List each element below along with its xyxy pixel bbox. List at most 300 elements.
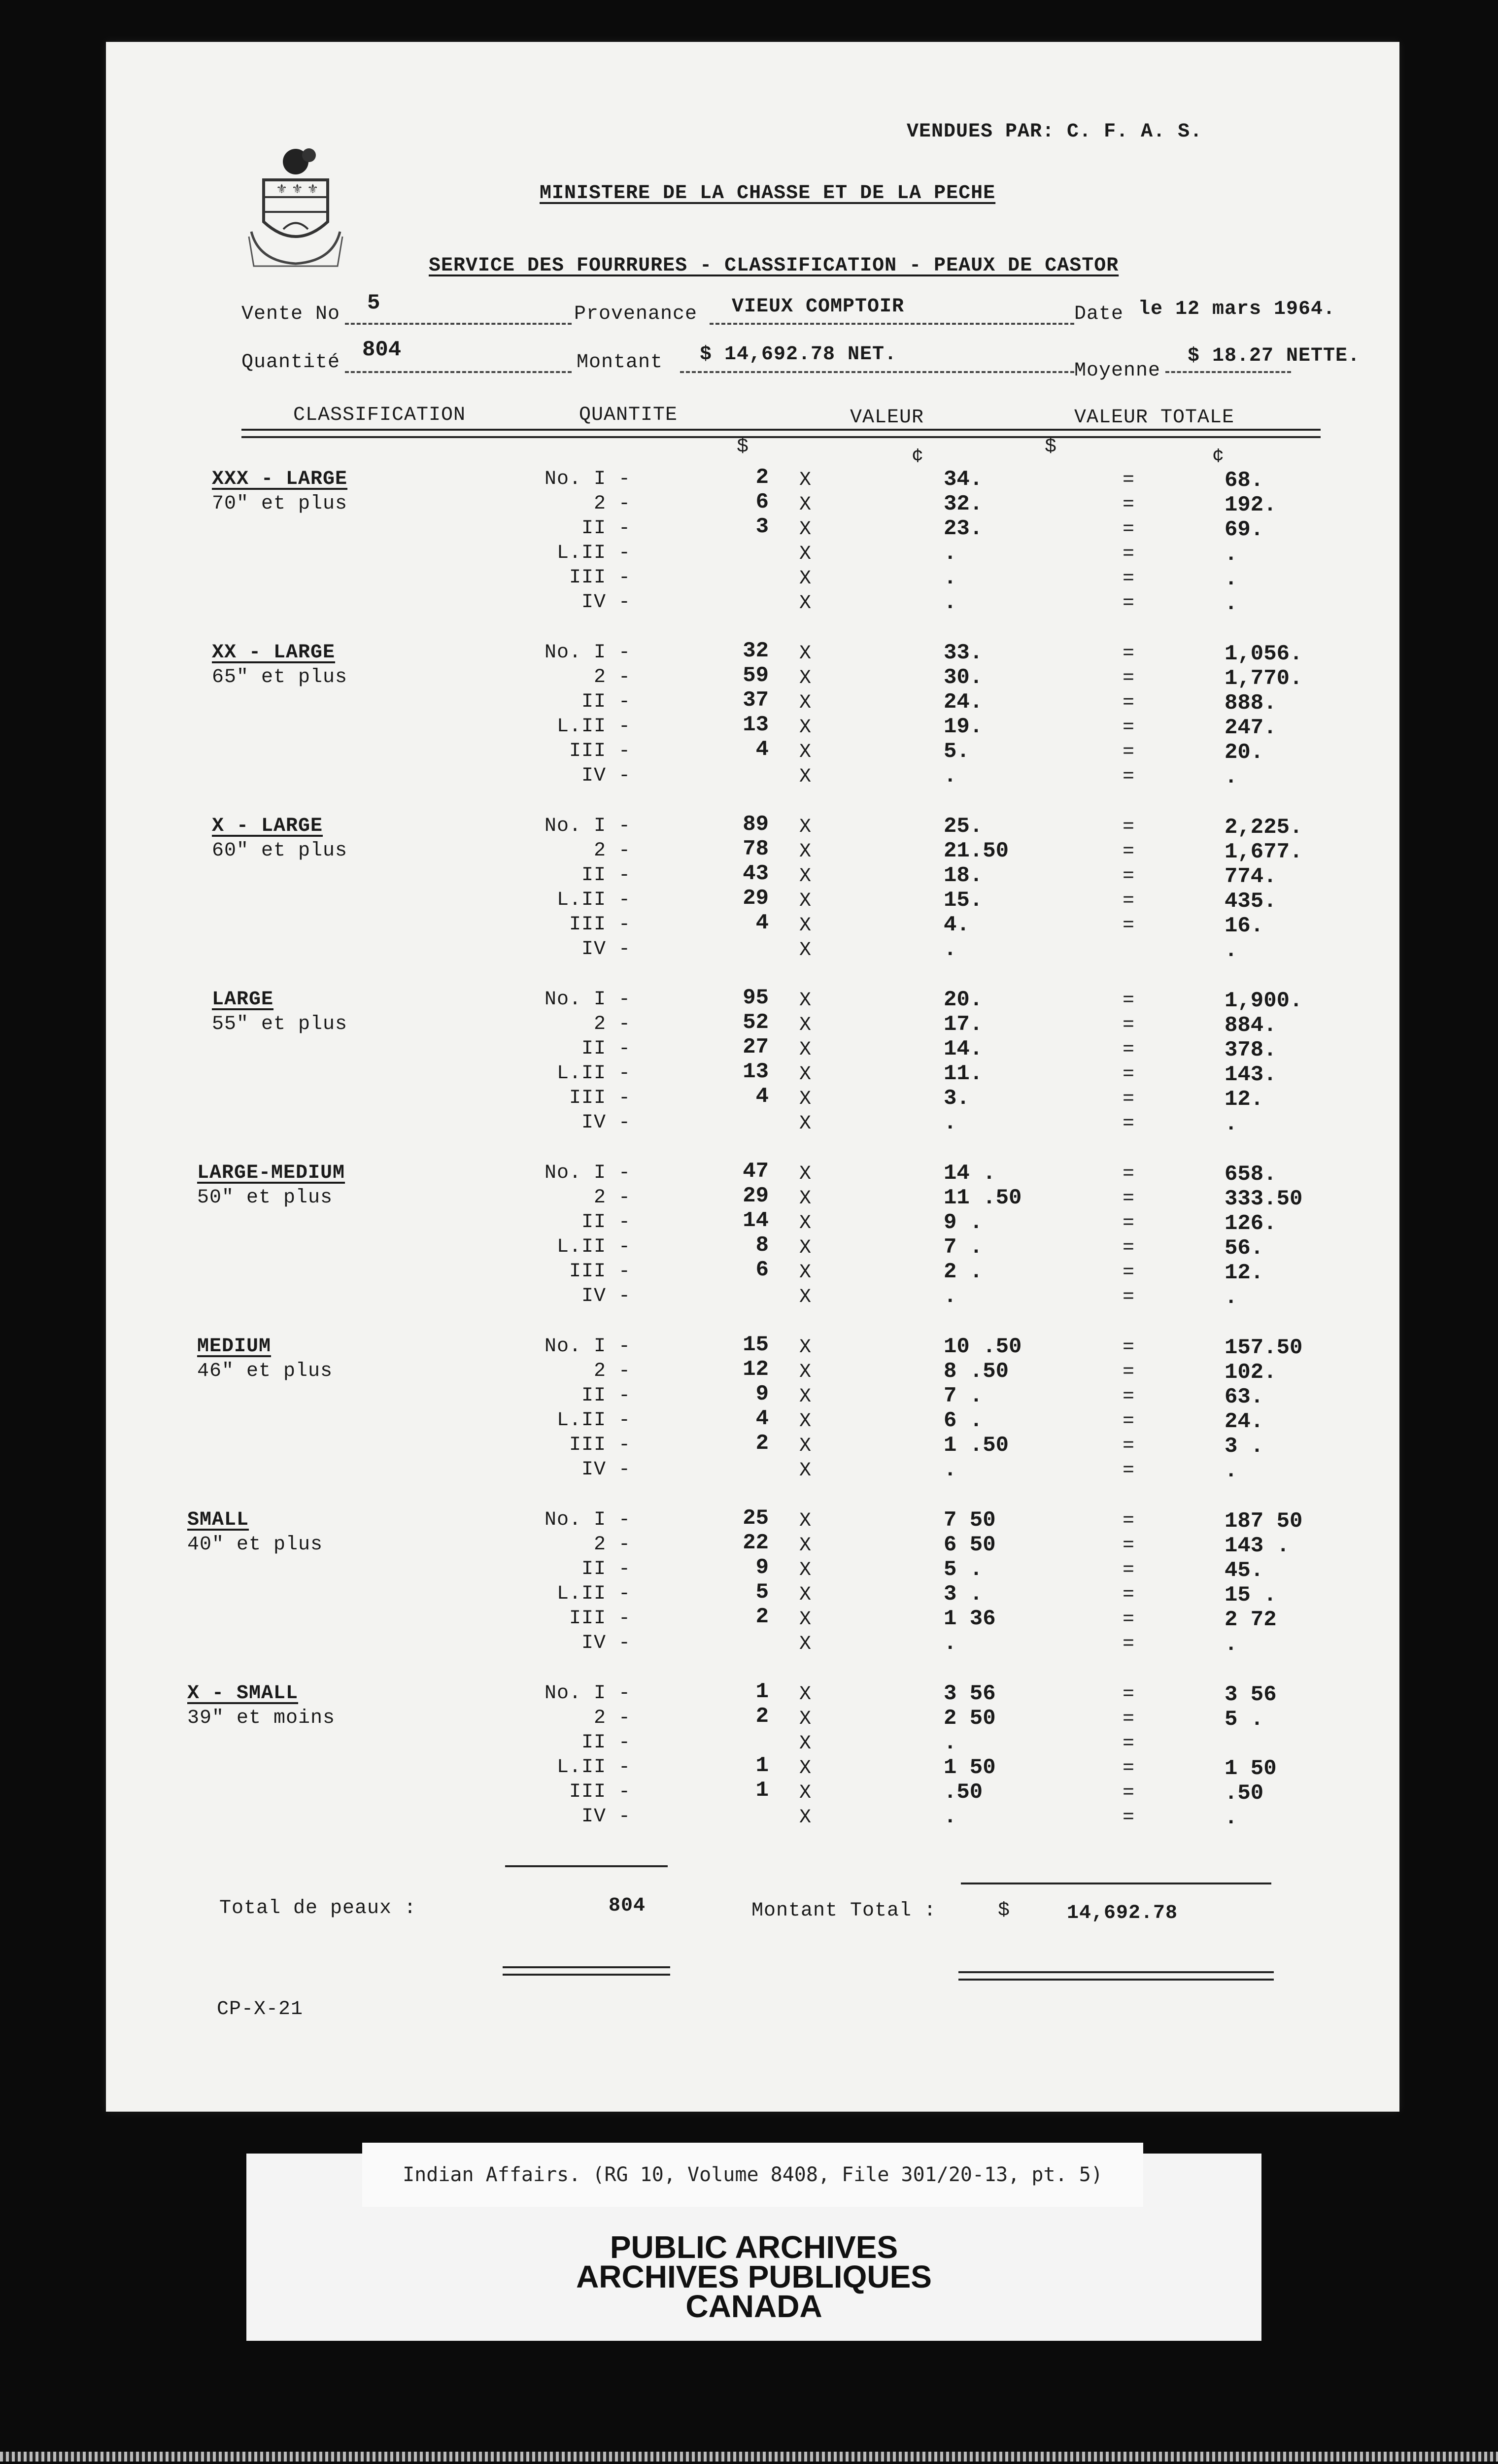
unit-value: 1 .50 — [944, 1433, 1009, 1458]
grade-label: No. I - — [544, 1682, 631, 1705]
multiply-sign: X — [799, 543, 812, 565]
quantity-value: 29 — [743, 1184, 769, 1208]
equals-sign: = — [1123, 890, 1135, 912]
total-value: . — [1225, 1459, 1238, 1483]
archive-stamp — [246, 2218, 1261, 2336]
grade-label: II - — [581, 1558, 631, 1580]
total-rule — [961, 1882, 1271, 1884]
equals-sign: = — [1123, 1510, 1135, 1532]
grade-label: III - — [569, 1781, 631, 1803]
service-title: SERVICE DES FOURRURES - CLASSIFICATION - PEAUX DE CASTOR — [429, 255, 1119, 277]
total-value: 45. — [1225, 1558, 1264, 1583]
unit-value: 5. — [944, 739, 970, 764]
svg-text:⚜ ⚜ ⚜: ⚜ ⚜ ⚜ — [276, 182, 319, 197]
grade-label: II - — [581, 691, 631, 713]
col-classification: CLASSIFICATION — [293, 404, 466, 426]
equals-sign: = — [1123, 741, 1135, 763]
multiply-sign: X — [799, 1361, 812, 1383]
total-value: . — [1225, 1112, 1238, 1136]
multiply-sign: X — [799, 816, 812, 838]
total-value: 102. — [1225, 1360, 1277, 1385]
equals-sign: = — [1123, 643, 1135, 665]
unit-value: 5 . — [944, 1557, 983, 1582]
multiply-sign: X — [799, 1286, 812, 1308]
grade-label: 2 - — [593, 840, 631, 862]
multiply-sign: X — [799, 1113, 812, 1135]
multiply-sign: X — [799, 717, 812, 739]
ministry-title: MINISTERE DE LA CHASSE ET DE LA PECHE — [540, 182, 996, 205]
quantity-value: 78 — [743, 837, 769, 861]
multiply-sign: X — [799, 1262, 812, 1284]
field-line — [710, 323, 1074, 325]
group-title: XXX - LARGE — [212, 468, 348, 490]
equals-sign: = — [1123, 1386, 1135, 1408]
quantity-value: 13 — [743, 1060, 769, 1084]
group-size-range: 60" et plus — [212, 840, 348, 862]
quantity-value: 2 — [755, 1605, 769, 1629]
multiply-sign: X — [799, 1782, 812, 1804]
grade-label: III - — [569, 1261, 631, 1283]
equals-sign: = — [1123, 1757, 1135, 1780]
col-valeur-totale: VALEUR TOTALE — [1074, 407, 1235, 429]
vente-value: 5 — [367, 291, 380, 315]
multiply-sign: X — [799, 990, 812, 1012]
unit-value: . — [944, 541, 957, 566]
unit-value: 1 36 — [944, 1607, 996, 1631]
total-value: . — [1225, 567, 1238, 591]
multiply-sign: X — [799, 1510, 812, 1532]
group-size-range: 70" et plus — [212, 493, 348, 515]
multiply-sign: X — [799, 643, 812, 665]
group-size-range: 55" et plus — [212, 1013, 348, 1035]
multiply-sign: X — [799, 890, 812, 912]
unit-value: 25. — [944, 814, 983, 839]
total-value: 1,900. — [1225, 989, 1303, 1013]
total-value: 187 50 — [1225, 1509, 1303, 1534]
date-label: Date — [1074, 303, 1124, 325]
total-double-rule — [503, 1966, 670, 1968]
grade-label: II - — [581, 1732, 631, 1754]
equals-sign: = — [1123, 766, 1135, 788]
total-value: 68. — [1225, 468, 1264, 493]
dollar-sign: $ — [1045, 436, 1057, 458]
total-value: 3 . — [1225, 1434, 1264, 1459]
equals-sign: = — [1123, 915, 1135, 937]
equals-sign: = — [1123, 568, 1135, 590]
group-title: SMALL — [187, 1509, 249, 1531]
multiply-sign: X — [799, 1014, 812, 1036]
quantity-value: 13 — [743, 713, 769, 737]
quantity-value: 6 — [755, 490, 769, 514]
equals-sign: = — [1123, 1237, 1135, 1259]
unit-value: 10 .50 — [944, 1335, 1022, 1359]
quantity-value: 9 — [755, 1555, 769, 1580]
total-value: 192. — [1225, 493, 1277, 517]
group-size-range: 40" et plus — [187, 1534, 323, 1556]
unit-value: 32. — [944, 492, 983, 516]
multiply-sign: X — [799, 1757, 812, 1780]
unit-value: 11. — [944, 1061, 983, 1086]
equals-sign: = — [1123, 1608, 1135, 1631]
multiply-sign: X — [799, 865, 812, 888]
total-value: 884. — [1225, 1013, 1277, 1038]
date-value: le 12 mars 1964. — [1138, 298, 1336, 320]
grade-label: III - — [569, 740, 631, 762]
quantity-value: 15 — [743, 1333, 769, 1357]
equals-sign: = — [1123, 1683, 1135, 1706]
quantity-value: 4 — [755, 737, 769, 762]
grade-label: No. I - — [544, 989, 631, 1011]
grade-label: III - — [569, 1608, 631, 1630]
multiply-sign: X — [799, 1435, 812, 1457]
total-value: .50 — [1225, 1781, 1264, 1806]
multiply-sign: X — [799, 841, 812, 863]
equals-sign: = — [1123, 592, 1135, 615]
equals-sign: = — [1123, 1063, 1135, 1086]
grade-label: L.II - — [556, 1236, 631, 1258]
equals-sign: = — [1123, 1212, 1135, 1234]
quantity-value: 2 — [755, 465, 769, 490]
total-value: 333.50 — [1225, 1187, 1303, 1211]
cent-sign: ¢ — [912, 446, 924, 468]
equals-sign: = — [1123, 1113, 1135, 1135]
total-value: 16. — [1225, 914, 1264, 938]
sold-by-line: VENDUES PAR: C. F. A. S. — [907, 121, 1203, 143]
archive-line-1: PUBLIC ARCHIVES — [610, 2229, 898, 2265]
quantity-value: 29 — [743, 886, 769, 911]
unit-value: 14 . — [944, 1161, 996, 1186]
multiply-sign: X — [799, 1683, 812, 1706]
unit-value: . — [944, 1111, 957, 1135]
unit-value: .50 — [944, 1780, 983, 1805]
total-value: 1,677. — [1225, 840, 1303, 864]
group-size-range: 65" et plus — [212, 666, 348, 688]
total-double-rule — [503, 1974, 670, 1976]
moyenne-label: Moyenne — [1074, 360, 1161, 382]
grade-label: No. I - — [544, 468, 631, 490]
quantity-value: 14 — [743, 1208, 769, 1233]
archive-reference: Indian Affairs. (RG 10, Volume 8408, File 301/20-13, pt. 5) — [362, 2143, 1143, 2207]
multiply-sign: X — [799, 667, 812, 689]
unit-value: 7 . — [944, 1384, 983, 1408]
equals-sign: = — [1123, 1584, 1135, 1606]
quantity-value: 9 — [755, 1382, 769, 1406]
multiply-sign: X — [799, 766, 812, 788]
quantity-value: 52 — [743, 1010, 769, 1035]
total-value: 157.50 — [1225, 1335, 1303, 1360]
multiply-sign: X — [799, 1386, 812, 1408]
equals-sign: = — [1123, 1708, 1135, 1730]
total-value: 5 . — [1225, 1707, 1264, 1732]
quantity-value: 4 — [755, 1084, 769, 1109]
unit-value: 3 56 — [944, 1681, 996, 1706]
quantity-value: 1 — [755, 1679, 769, 1704]
multiply-sign: X — [799, 592, 812, 615]
unit-value: 4. — [944, 913, 970, 937]
total-value: . — [1225, 765, 1238, 789]
grade-label: IV - — [581, 1285, 631, 1307]
unit-value: . — [944, 590, 957, 615]
group-title: LARGE — [212, 989, 274, 1011]
grade-label: No. I - — [544, 1509, 631, 1531]
quantity-value: 43 — [743, 861, 769, 886]
total-double-rule — [958, 1971, 1274, 1973]
unit-value: . — [944, 1731, 957, 1755]
total-value: 2 72 — [1225, 1608, 1277, 1632]
quantity-value: 25 — [743, 1506, 769, 1531]
grade-label: 2 - — [593, 1534, 631, 1556]
grade-label: II - — [581, 1038, 631, 1060]
quantity-value: 95 — [743, 986, 769, 1010]
grade-label: IV - — [581, 591, 631, 614]
equals-sign: = — [1123, 1733, 1135, 1755]
equals-sign: = — [1123, 717, 1135, 739]
total-value: 126. — [1225, 1211, 1277, 1236]
multiply-sign: X — [799, 1212, 812, 1234]
total-value: . — [1225, 1285, 1238, 1310]
multiply-sign: X — [799, 1088, 812, 1110]
multiply-sign: X — [799, 1584, 812, 1606]
grade-label: IV - — [581, 765, 631, 787]
unit-value: 2 . — [944, 1260, 983, 1284]
multiply-sign: X — [799, 915, 812, 937]
quantity-value: 3 — [755, 514, 769, 539]
total-value: 1 50 — [1225, 1756, 1277, 1781]
unit-value: 11 .50 — [944, 1186, 1022, 1210]
multiply-sign: X — [799, 741, 812, 763]
col-quantite: QUANTITE — [579, 404, 678, 426]
quantity-value: 8 — [755, 1233, 769, 1258]
grade-label: IV - — [581, 1632, 631, 1654]
document-page — [106, 42, 1399, 2112]
multiply-sign: X — [799, 1188, 812, 1210]
unit-value: . — [944, 1631, 957, 1656]
equals-sign: = — [1123, 1410, 1135, 1433]
multiply-sign: X — [799, 939, 812, 961]
equals-sign: = — [1123, 1535, 1135, 1557]
total-value: . — [1225, 591, 1238, 616]
equals-sign: = — [1123, 1633, 1135, 1655]
equals-sign: = — [1123, 1460, 1135, 1482]
quantity-value: 4 — [755, 1406, 769, 1431]
multiply-sign: X — [799, 1237, 812, 1259]
grade-label: L.II - — [556, 889, 631, 911]
group-title: X - LARGE — [212, 815, 323, 837]
grade-label: No. I - — [544, 642, 631, 664]
grade-label: IV - — [581, 1459, 631, 1481]
quantite-value: 804 — [362, 338, 402, 362]
multiply-sign: X — [799, 1708, 812, 1730]
multiply-sign: X — [799, 1608, 812, 1631]
equals-sign: = — [1123, 1336, 1135, 1359]
unit-value: 7 50 — [944, 1508, 996, 1533]
cent-sign: ¢ — [1212, 446, 1225, 468]
unit-value: 23. — [944, 516, 983, 541]
group-title: XX - LARGE — [212, 642, 336, 664]
field-line — [345, 371, 572, 373]
equals-sign: = — [1123, 469, 1135, 491]
total-value: 888. — [1225, 691, 1277, 716]
total-value: 56. — [1225, 1236, 1264, 1261]
total-value: 69. — [1225, 517, 1264, 542]
grade-label: L.II - — [556, 716, 631, 738]
montant-total-dollar: $ — [998, 1900, 1011, 1922]
group-size-range: 46" et plus — [197, 1360, 333, 1382]
multiply-sign: X — [799, 1535, 812, 1557]
quantity-value: 32 — [743, 639, 769, 663]
unit-value: 7 . — [944, 1235, 983, 1260]
quantity-value: 12 — [743, 1357, 769, 1382]
field-line — [345, 323, 572, 325]
total-double-rule — [958, 1979, 1274, 1981]
dollar-sign: $ — [737, 436, 749, 458]
total-value: 3 56 — [1225, 1682, 1277, 1707]
group-title: MEDIUM — [197, 1335, 272, 1358]
unit-value: 20. — [944, 988, 983, 1012]
multiply-sign: X — [799, 1063, 812, 1086]
grade-label: II - — [581, 517, 631, 540]
total-value: 12. — [1225, 1087, 1264, 1112]
equals-sign: = — [1123, 518, 1135, 541]
quantity-value: 1 — [755, 1778, 769, 1803]
total-value: 774. — [1225, 864, 1277, 889]
total-value: 435. — [1225, 889, 1277, 914]
grade-label: IV - — [581, 938, 631, 960]
unit-value: 1 50 — [944, 1755, 996, 1780]
montant-total-value: 14,692.78 — [1067, 1902, 1178, 1924]
grade-label: IV - — [581, 1806, 631, 1828]
unit-value: . — [944, 1284, 957, 1309]
grade-label: No. I - — [544, 1162, 631, 1184]
archive-line-3: CANADA — [685, 2289, 822, 2324]
multiply-sign: X — [799, 568, 812, 590]
total-value: 658. — [1225, 1162, 1277, 1187]
grade-label: II - — [581, 1385, 631, 1407]
multiply-sign: X — [799, 1559, 812, 1581]
equals-sign: = — [1123, 1088, 1135, 1110]
quantity-value: 4 — [755, 911, 769, 935]
unit-value: 9 . — [944, 1210, 983, 1235]
col-valeur: VALEUR — [850, 407, 924, 429]
grade-label: L.II - — [556, 1062, 631, 1085]
equals-sign: = — [1123, 1435, 1135, 1457]
group-title: LARGE-MEDIUM — [197, 1162, 345, 1184]
equals-sign: = — [1123, 1014, 1135, 1036]
total-value: . — [1225, 1632, 1238, 1657]
provenance-value: VIEUX COMPTOIR — [732, 296, 905, 318]
unit-value: . — [944, 1458, 957, 1482]
vente-label: Vente No — [241, 303, 340, 325]
equals-sign: = — [1123, 990, 1135, 1012]
multiply-sign: X — [799, 469, 812, 491]
unit-value: 21.50 — [944, 839, 1009, 863]
unit-value: . — [944, 937, 957, 962]
grade-label: 2 - — [593, 1360, 631, 1382]
multiply-sign: X — [799, 1410, 812, 1433]
unit-value: 34. — [944, 467, 983, 492]
grade-label: 2 - — [593, 666, 631, 688]
unit-value: 18. — [944, 863, 983, 888]
equals-sign: = — [1123, 692, 1135, 714]
unit-value: 6 50 — [944, 1533, 996, 1557]
grade-label: L.II - — [556, 1409, 631, 1432]
moyenne-value: $ 18.27 NETTE. — [1188, 345, 1361, 367]
unit-value: 2 50 — [944, 1706, 996, 1731]
quantity-value: 22 — [743, 1531, 769, 1555]
unit-value: . — [944, 1805, 957, 1829]
equals-sign: = — [1123, 1188, 1135, 1210]
total-value: . — [1225, 542, 1238, 567]
quantity-value: 5 — [755, 1580, 769, 1605]
grade-label: II - — [581, 1211, 631, 1233]
quantity-value: 47 — [743, 1159, 769, 1184]
equals-sign: = — [1123, 494, 1135, 516]
grade-label: III - — [569, 1434, 631, 1456]
total-value: 24. — [1225, 1409, 1264, 1434]
equals-sign: = — [1123, 841, 1135, 863]
quantity-value: 37 — [743, 688, 769, 713]
multiply-sign: X — [799, 1633, 812, 1655]
multiply-sign: X — [799, 494, 812, 516]
multiply-sign: X — [799, 1336, 812, 1359]
equals-sign: = — [1123, 865, 1135, 888]
equals-sign: = — [1123, 1807, 1135, 1829]
grade-label: 2 - — [593, 1013, 631, 1035]
total-value: 1,056. — [1225, 642, 1303, 666]
total-value: 2,225. — [1225, 815, 1303, 840]
quantity-value: 6 — [755, 1258, 769, 1282]
unit-value: 17. — [944, 1012, 983, 1037]
total-value: 143 . — [1225, 1534, 1290, 1558]
equals-sign: = — [1123, 1163, 1135, 1185]
multiply-sign: X — [799, 518, 812, 541]
quantity-value: 59 — [743, 663, 769, 688]
quebec-coat-of-arms-icon — [239, 143, 352, 276]
grade-label: L.II - — [556, 542, 631, 564]
quantity-value: 2 — [755, 1704, 769, 1729]
multiply-sign: X — [799, 1733, 812, 1755]
unit-value: 3. — [944, 1086, 970, 1111]
archive-line-2: ARCHIVES PUBLIQUES — [576, 2259, 932, 2294]
group-size-range: 39" et moins — [187, 1707, 336, 1729]
quantity-value: 89 — [743, 812, 769, 837]
grade-label: III - — [569, 1087, 631, 1109]
unit-value: 6 . — [944, 1408, 983, 1433]
equals-sign: = — [1123, 1262, 1135, 1284]
equals-sign: = — [1123, 667, 1135, 689]
unit-value: 14. — [944, 1037, 983, 1061]
field-line — [1165, 371, 1291, 373]
unit-value: . — [944, 764, 957, 788]
unit-value: 19. — [944, 715, 983, 739]
grade-label: III - — [569, 914, 631, 936]
field-line — [680, 371, 1074, 373]
grade-label: II - — [581, 864, 631, 887]
unit-value: 24. — [944, 690, 983, 715]
equals-sign: = — [1123, 1361, 1135, 1383]
equals-sign: = — [1123, 1559, 1135, 1581]
montant-total-label: Montant Total : — [751, 1900, 937, 1922]
equals-sign: = — [1123, 1286, 1135, 1308]
grade-label: III - — [569, 567, 631, 589]
quantity-value: 1 — [755, 1753, 769, 1778]
equals-sign: = — [1123, 816, 1135, 838]
montant-value: $ 14,692.78 NET. — [700, 343, 897, 366]
quantity-value: 2 — [755, 1431, 769, 1456]
multiply-sign: X — [799, 1807, 812, 1829]
total-value: 15 . — [1225, 1583, 1277, 1608]
total-peaux-value: 804 — [609, 1895, 646, 1917]
